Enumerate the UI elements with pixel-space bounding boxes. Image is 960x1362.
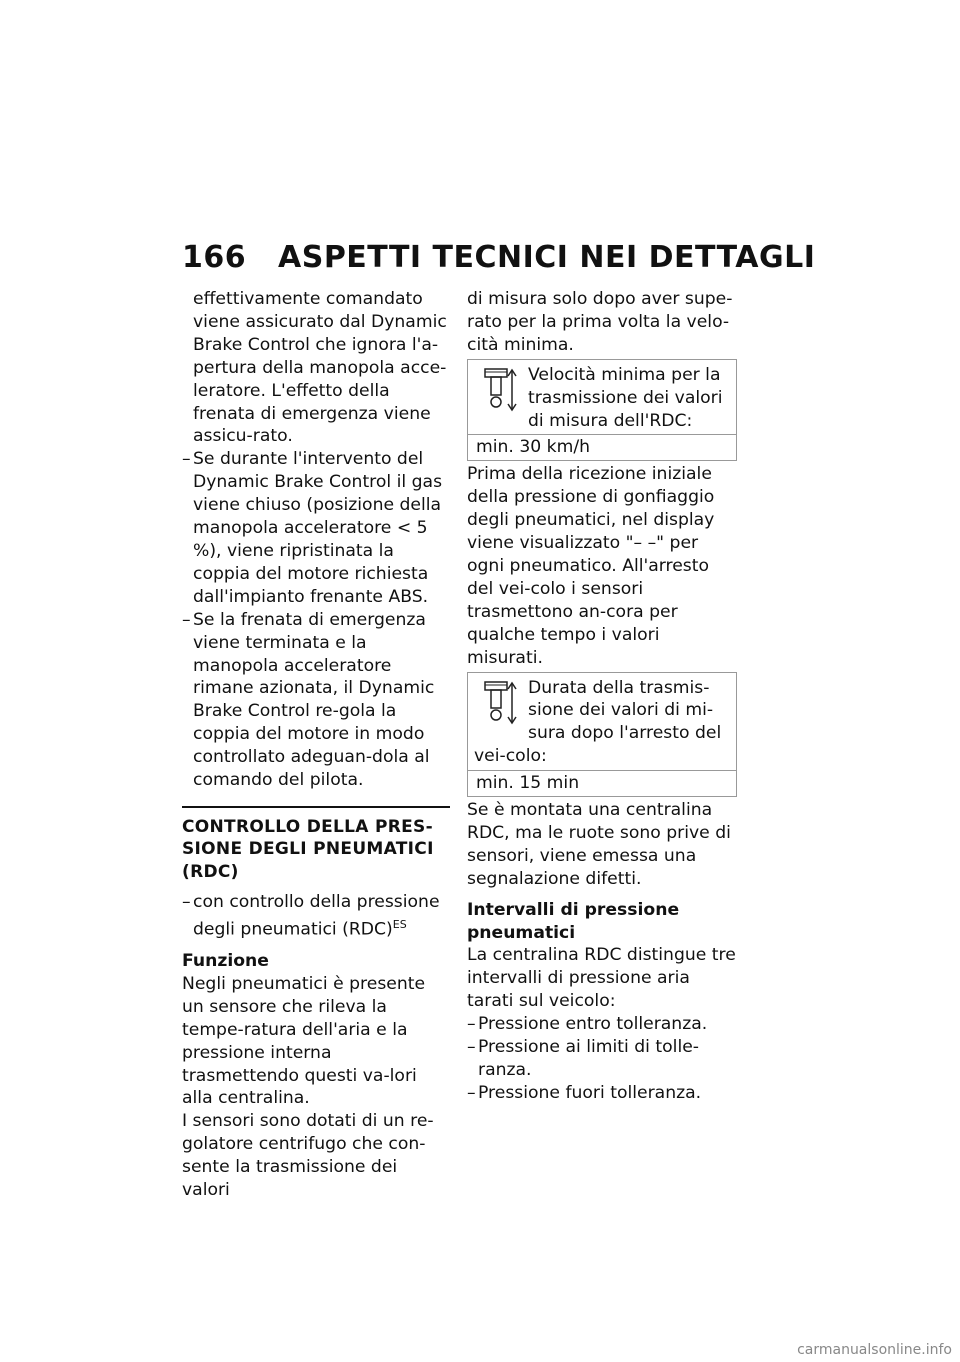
right-column	[467, 288, 737, 1105]
page-number: 166	[182, 240, 247, 275]
list-item: – Pressione ai limiti di tolle-ranza.	[467, 1037, 700, 1080]
left-column	[182, 288, 450, 1202]
intro-paragraph: effettivamente comandato viene assicurato dal Dynamic Brake Control che ignora l'a-pertura della manopola acce-leratore. L'effetto della frenata di emergenza viene assicu-rato.	[193, 289, 447, 447]
list-item-text: Se la frenata di emergenza viene terminata e la manopola acceleratore rimane azionata, il Dynamic Brake Control re-gola la coppia del motore in modo controllato adeguan-dola al comando del pilota.	[193, 609, 435, 791]
option-item: – con controllo della pressione degli pneumatici (RDC)$^{ES}$	[182, 892, 440, 941]
subheading: Intervalli di pressione pneumatici	[467, 899, 680, 943]
spec-box	[467, 672, 737, 798]
page-title: ASPETTI TECNICI NEI DETTAGLI	[278, 240, 816, 275]
option-text: con controllo della pressione degli pneumatici (RDC)	[193, 892, 440, 941]
spec-text: Velocità minima per la trasmissione dei valori di misura dell'RDC:	[528, 364, 723, 431]
tire-pressure-icon	[482, 679, 520, 729]
paragraph: Se è montata una centralina RDC, ma le ruote sono prive di sensori, viene emessa una segnalazione difetti.	[467, 800, 731, 889]
list-item: – Pressione fuori tolleranza.	[467, 1082, 702, 1103]
subheading: Funzione	[182, 950, 269, 971]
list-item: – Pressione entro tolleranza.	[467, 1014, 708, 1035]
section-title: CONTROLLO DELLA PRES-SIONE DEGLI PNEUMATICI (RDC)	[182, 806, 450, 884]
spec-box	[467, 359, 737, 462]
list-item: – Se durante l'intervento del Dynamic Brake Control il gas viene chiuso (posizione della manopola acceleratore < 5 %), viene ripristinata la coppia del motore richiesta dall'impianto frenante ABS.	[182, 449, 443, 607]
option-superscript: ES	[392, 918, 407, 932]
list-item-text: Pressione ai limiti di tolle-ranza.	[478, 1037, 700, 1080]
paragraph: di misura solo dopo aver supe-rato per la prima volta la velo-cità minima.	[467, 289, 733, 355]
paragraph: Prima della ricezione iniziale della pressione di gonfiaggio degli pneumatici, nel display viene visualizzato "– –" per ogni pneumatico. All'arresto del vei-colo i sensori trasmettono an-cora per qualche tempo i valori misurati.	[467, 464, 715, 668]
list-item-text: Pressione entro tolleranza.	[478, 1014, 708, 1035]
paragraph: Negli pneumatici è presente un sensore che rileva la tempe-ratura dell'aria e la pressione interna trasmettendo questi va-lori alla centralina.	[182, 973, 426, 1109]
spec-value: min. 30 km/h	[468, 434, 736, 460]
list-item: – Se la frenata di emergenza viene terminata e la manopola acceleratore rimane azionata, il Dynamic Brake Control re-gola la coppia del motore in modo controllato adeguan-dola al comando del pilota.	[182, 609, 435, 791]
spec-value: min. 15 min	[468, 770, 736, 796]
paragraph: I sensori sono dotati di un re-golatore centrifugo che con-sente la trasmissione dei valori	[182, 1111, 434, 1201]
list-item-text: Pressione fuori tolleranza.	[478, 1082, 702, 1103]
paragraph: La centralina RDC distingue tre intervalli di pressione aria tarati sul veicolo:	[467, 945, 736, 1012]
tire-pressure-icon	[482, 366, 520, 416]
page-header	[182, 240, 815, 275]
list-item-text: Se durante l'intervento del Dynamic Brake Control il gas viene chiuso (posizione della manopola acceleratore < 5 %), viene ripristinata la coppia del motore richiesta dall'impianto frenante ABS.	[193, 449, 443, 607]
spec-text: Durata della trasmis-sione dei valori di mi-sura dopo l'arresto del vei-colo:	[474, 677, 722, 767]
watermark: carmanualsonline.info	[797, 1342, 952, 1358]
